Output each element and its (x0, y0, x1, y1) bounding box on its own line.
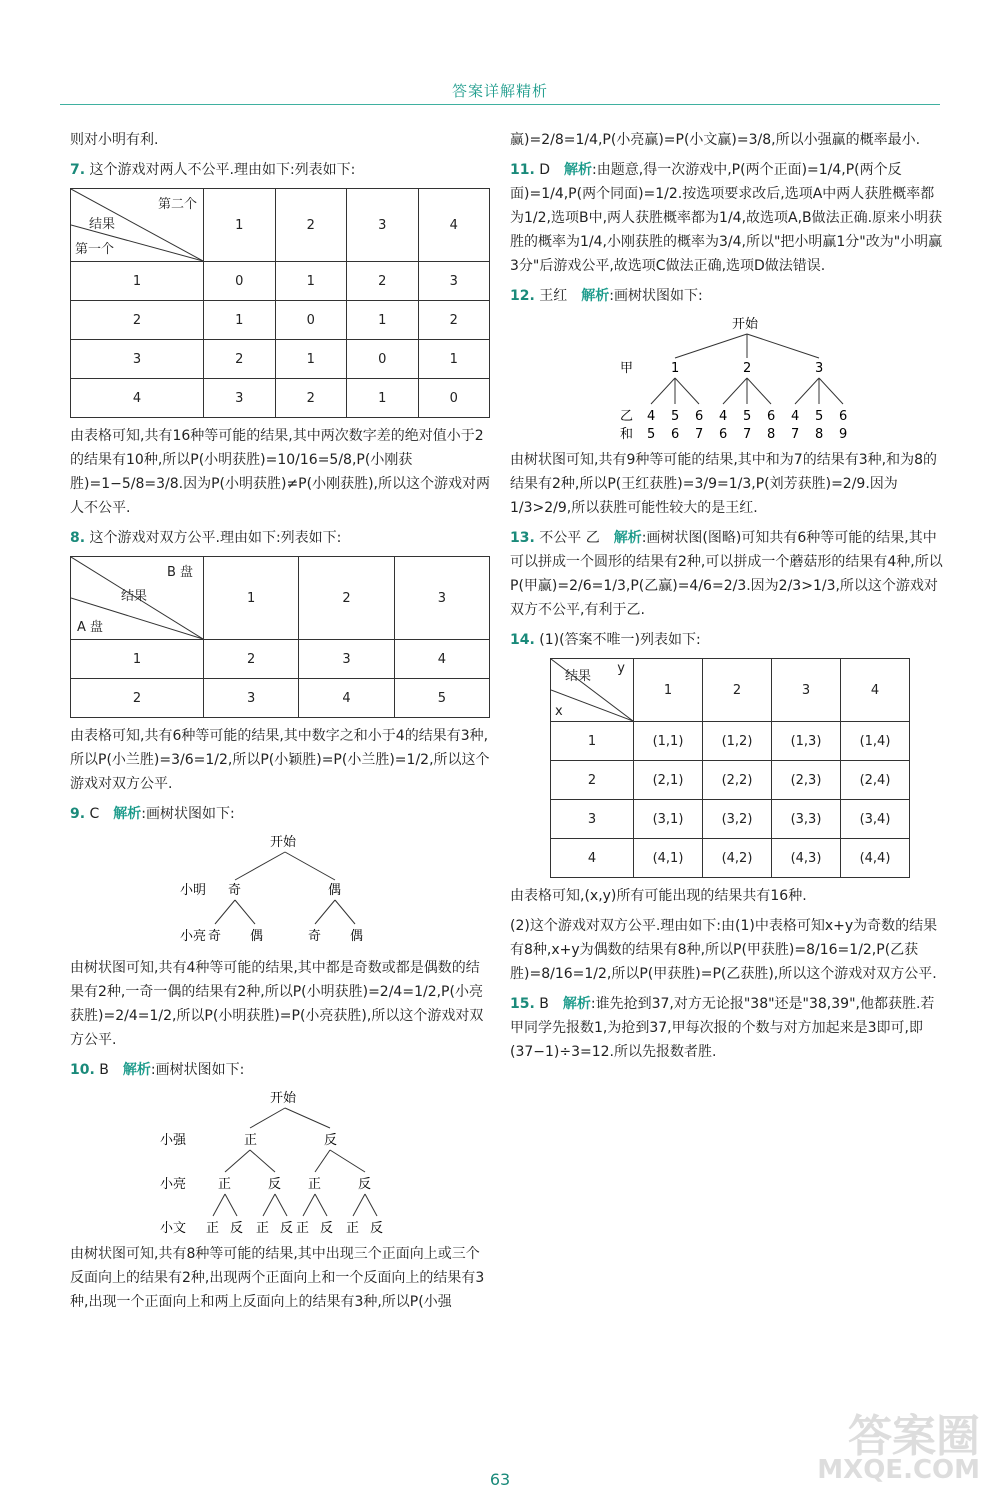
q8-explanation: 由表格可知,共有6种等可能的结果,其中数字之和小于4的结果有3种,所以P(小兰胜)=3/6=1/2,所以P(小颖胜)=P(小兰胜)=1/2,所以这个游戏对双方公平. (70, 728, 490, 792)
svg-text:反: 反 (320, 1221, 334, 1236)
svg-text:正: 正 (244, 1133, 258, 1148)
svg-text:反: 反 (370, 1221, 384, 1236)
question-15: 15. B 解析:谁先抢到37,对方无论报"38"还是"38,39",他都获胜.若甲同学先报数1,为抢到37,甲每次报的个数与对方加起来是3即可,即(37−1)÷3=12.所以先报数者胜. (510, 996, 935, 1060)
svg-text:乙: 乙 (620, 409, 634, 424)
svg-text:和: 和 (620, 427, 634, 442)
q9-tree-diagram (70, 832, 490, 952)
table-row: 3 (3,1) (3,2) (3,3) (3,4) (551, 800, 910, 839)
paragraph: 则对小明有利. (70, 132, 159, 148)
q9-explanation: 由树状图可知,共有4种等可能的结果,其中都是奇数或都是偶数的结果有2种,一奇一偶的结果有2种,所以P(小明获胜)=2/4=1/2,P(小亮获胜)=2/4=1/2,所以P(小明获胜)=P(小亮获胜),所以这个游戏对双方公平. (70, 960, 484, 1048)
paragraph: 赢)=2/8=1/4,P(小亮赢)=P(小文赢)=3/8,所以小强赢的概率最小. (510, 132, 921, 148)
svg-text:4: 4 (719, 409, 728, 424)
table-row: 2 3 4 5 (71, 679, 490, 718)
svg-text:7: 7 (695, 427, 704, 442)
svg-text:6: 6 (719, 427, 728, 442)
svg-text:2: 2 (743, 361, 752, 376)
svg-text:5: 5 (647, 427, 656, 442)
svg-text:3: 3 (815, 361, 824, 376)
table-row: 4 (4,1) (4,2) (4,3) (4,4) (551, 839, 910, 878)
svg-text:正: 正 (256, 1221, 270, 1236)
svg-text:奇: 奇 (228, 883, 242, 898)
q14-explanation-1: 由表格可知,(x,y)所有可能出现的结果共有16种. (510, 888, 807, 904)
svg-text:正: 正 (206, 1221, 220, 1236)
table-row: 3 2 1 0 1 (71, 340, 490, 379)
table-row: 2 (2,1) (2,2) (2,3) (2,4) (551, 761, 910, 800)
svg-text:小亮: 小亮 (180, 929, 207, 944)
page-header: 答案详解精析 (451, 82, 548, 100)
svg-text:正: 正 (308, 1177, 322, 1192)
svg-text:8: 8 (767, 427, 776, 442)
q8-table: B 盘 结果 A 盘 1 2 3 1 2 3 4 2 3 4 5 (70, 556, 490, 718)
table-corner: y 结果 x (551, 659, 634, 722)
watermark-url: MXQE.COM (817, 1455, 980, 1485)
svg-text:开始: 开始 (270, 1091, 297, 1106)
right-column (510, 128, 945, 1070)
svg-text:正: 正 (296, 1221, 310, 1236)
svg-text:反: 反 (268, 1177, 282, 1192)
svg-text:偶: 偶 (328, 883, 342, 898)
svg-text:5: 5 (815, 409, 824, 424)
svg-text:小文: 小文 (160, 1221, 187, 1236)
table-corner: B 盘 结果 A 盘 (71, 557, 204, 640)
q10-explanation: 由树状图可知,共有8种等可能的结果,其中出现三个正面向上或三个反面向上的结果有2种,出现两个正面向上和一个反面向上的结果有3种,出现一个正面向上和两上反面向上的结果有3种,所以P(小强 (70, 1246, 485, 1310)
table-row: 4 3 2 1 0 (71, 379, 490, 418)
table-row: 1 (1,1) (1,2) (1,3) (1,4) (551, 722, 910, 761)
svg-text:奇: 奇 (308, 929, 322, 944)
svg-text:4: 4 (647, 409, 656, 424)
question-7: 7. 这个游戏对两人不公平.理由如下:列表如下: (70, 162, 356, 178)
table-row: 2 1 0 1 2 (71, 301, 490, 340)
table-row: 1 0 1 2 3 (71, 262, 490, 301)
svg-text:9: 9 (839, 427, 848, 442)
svg-text:正: 正 (218, 1177, 232, 1192)
svg-text:7: 7 (743, 427, 752, 442)
svg-text:反: 反 (324, 1133, 338, 1148)
question-12: 12. 王红 解析:画树状图如下: (510, 288, 703, 304)
page-number: 63 (489, 1470, 511, 1489)
question-10: 10. B 解析:画树状图如下: (70, 1062, 245, 1078)
svg-text:1: 1 (671, 361, 680, 376)
svg-text:小明: 小明 (180, 883, 207, 898)
q7-explanation: 由表格可知,共有16种等可能的结果,其中两次数字差的绝对值小于2的结果有10种,所以P(小明获胜)=10/16=5/8,P(小刚获胜)=1−5/8=3/8.因为P(小明获胜)≠P(小刚获胜),所以这个游戏对两人不公平. (70, 428, 490, 516)
svg-text:4: 4 (791, 409, 800, 424)
svg-text:偶: 偶 (350, 929, 364, 944)
q14-explanation-2: (2)这个游戏对双方公平.理由如下:由(1)中表格可知x+y为奇数的结果有8种,x+y为偶数的结果有8种,所以P(甲获胜)=8/16=1/2,P(乙获胜)=8/16=1/2,所以P(甲获胜)=P(乙获胜),所以这个游戏对双方公平. (510, 918, 938, 982)
question-13: 13. 不公平 乙 解析:画树状图(图略)可知共有6种等可能的结果,其中可以拼成一个圆形的结果有2种,可以拼成一个蘑菇形的结果有4种,所以P(甲赢)=2/6=1/3,P(乙赢)=4/6=2/3.因为2/3>1/3,所以这个游戏对双方不公平,有利于乙. (510, 530, 943, 618)
left-column (70, 128, 490, 1320)
header-divider (60, 104, 940, 105)
q10-tree-diagram (70, 1088, 490, 1238)
svg-text:开始: 开始 (732, 317, 759, 332)
q12-explanation: 由树状图可知,共有9种等可能的结果,其中和为7的结果有3种,和为8的结果有2种,所以P(王红获胜)=3/9=1/3,P(刘芳获胜)=2/9.因为1/3>2/9,所以获胜可能性较大的是王红. (510, 452, 937, 516)
table-corner: 第二个 结果 第一个 (71, 189, 204, 262)
svg-text:开始: 开始 (270, 835, 297, 850)
svg-text:6: 6 (767, 409, 776, 424)
svg-text:8: 8 (815, 427, 824, 442)
table-row: 1 2 3 4 (71, 640, 490, 679)
svg-text:6: 6 (671, 427, 680, 442)
svg-text:小亮: 小亮 (160, 1177, 187, 1192)
svg-text:小强: 小强 (160, 1133, 187, 1148)
svg-text:5: 5 (743, 409, 752, 424)
q12-tree-diagram (510, 314, 945, 444)
svg-text:反: 反 (230, 1221, 244, 1236)
svg-text:6: 6 (695, 409, 704, 424)
svg-text:反: 反 (358, 1177, 372, 1192)
question-14: 14. (1)(答案不唯一)列表如下: (510, 632, 701, 648)
question-9: 9. C 解析:画树状图如下: (70, 806, 235, 822)
svg-text:奇: 奇 (208, 929, 222, 944)
svg-text:反: 反 (280, 1221, 294, 1236)
svg-text:7: 7 (791, 427, 800, 442)
watermark-logo: 答案圈 (848, 1411, 980, 1462)
svg-text:正: 正 (346, 1221, 360, 1236)
question-11: 11. D 解析:由题意,得一次游戏中,P(两个正面)=1/4,P(两个反面)=1/4,P(两个同面)=1/2.按选项要求改后,选项A中两人获胜概率都为1/2,选项B中,两人获胜概率都为1/4,故选项A,B做法正确.原来小明获胜的概率为1/4,小刚获胜的概率为3/4,所以"把小明赢1分"改为"小明赢3分"后游戏公平,故选项C做法正确,选项D做法错误. (510, 162, 943, 274)
svg-text:5: 5 (671, 409, 680, 424)
q7-table: 第二个 结果 第一个 1 2 3 4 1 0 1 2 3 2 1 0 1 2 3 2 1 0 1 4 3 2 1 0 (70, 188, 490, 418)
question-8: 8. 这个游戏对双方公平.理由如下:列表如下: (70, 530, 342, 546)
svg-text:甲: 甲 (620, 361, 634, 376)
q14-table: y 结果 x 1 2 3 4 1 (1,1) (1,2) (1,3) (1,4) 2 (2,1) (2,2) (2,3) (2,4) 3 (3,1) (3,2) (3,3) (3,4) 4 (4,1) (4,2) (4,3) (4,4) (550, 658, 910, 878)
svg-text:6: 6 (839, 409, 848, 424)
svg-text:偶: 偶 (250, 929, 264, 944)
